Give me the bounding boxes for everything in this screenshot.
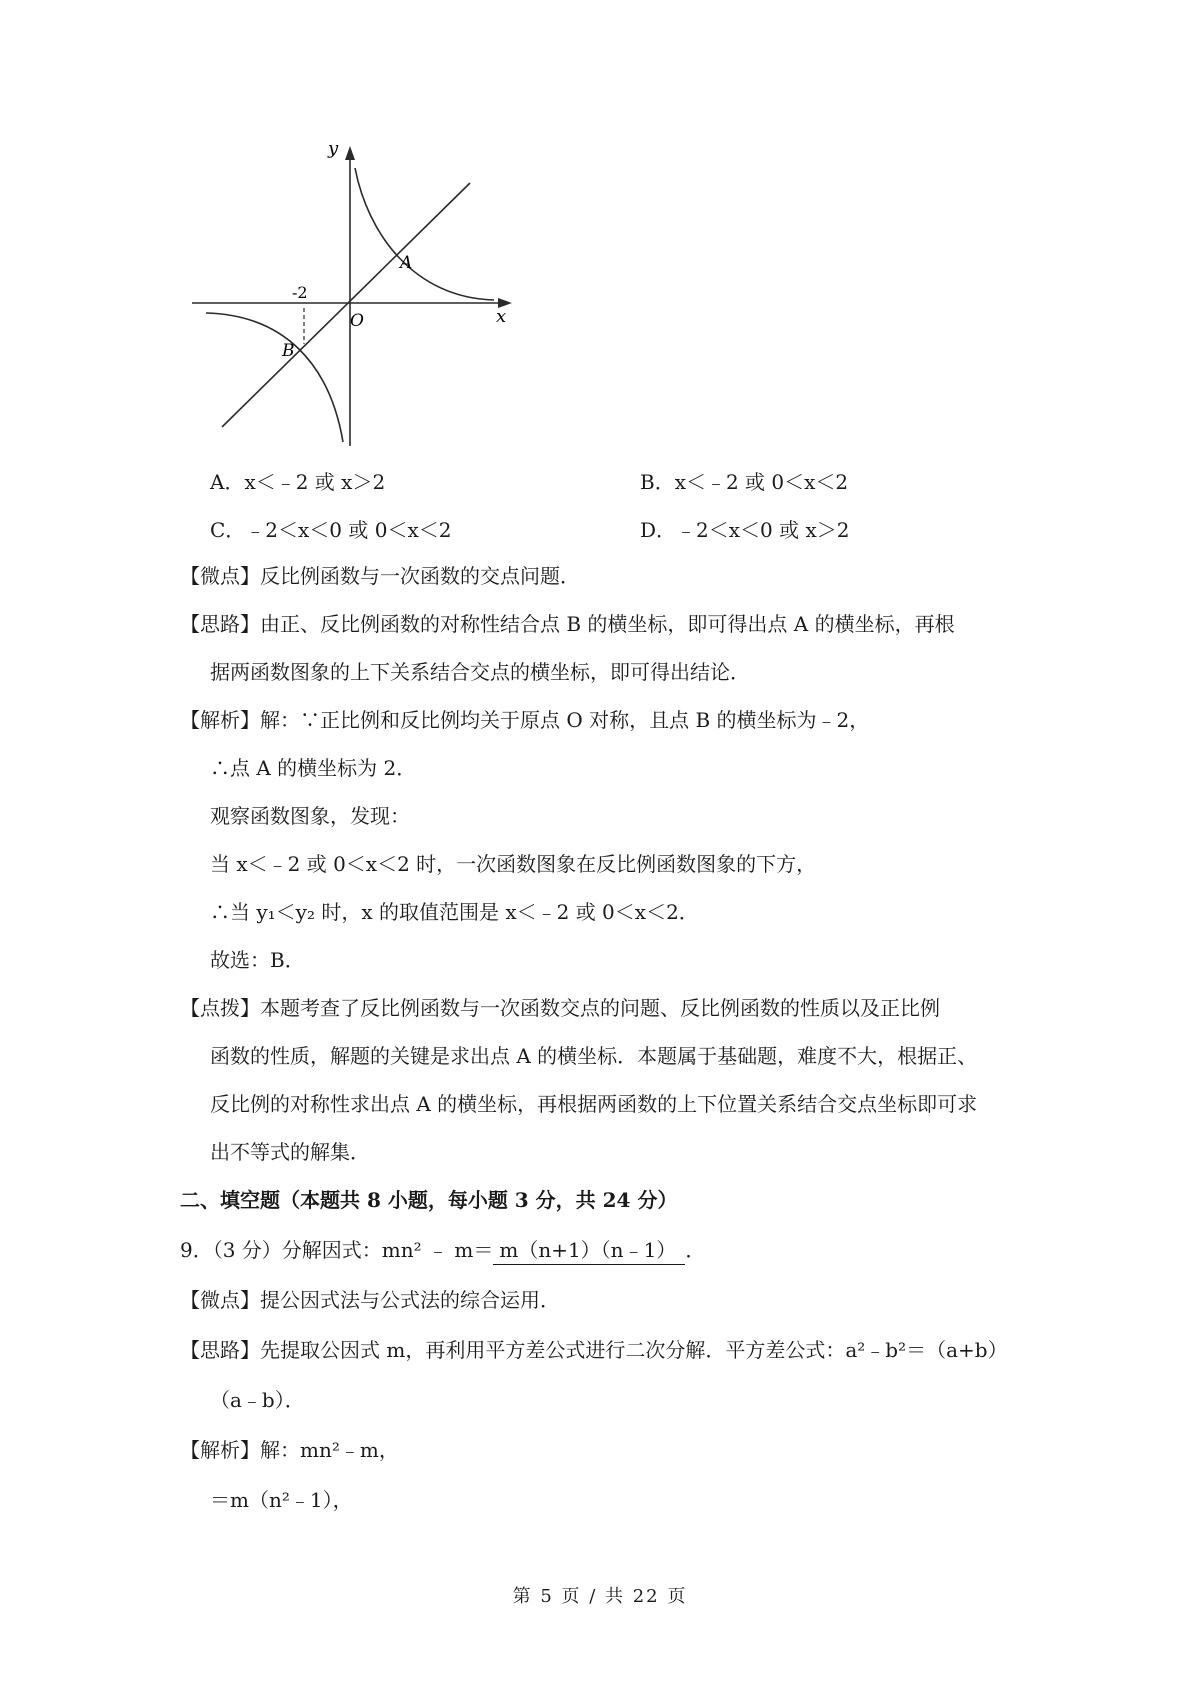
q8-jiexi-line-3: 观察函数图象，发现： xyxy=(210,804,410,828)
linear-function-line xyxy=(222,183,470,427)
tick-label-neg-2: -2 xyxy=(292,283,308,302)
y-axis-label: y xyxy=(328,138,339,159)
option-a: A．x＜﹣2 或 x＞2 xyxy=(210,470,386,494)
x-axis-label: x xyxy=(496,306,507,327)
q9-stem-prefix: 9．（3 分）分解因式：mn² ﹣ m＝ xyxy=(180,1238,494,1262)
q8-jiexi-line-5: ∴当 y₁＜y₂ 时，x 的取值范围是 x＜﹣2 或 0＜x＜2． xyxy=(210,900,699,924)
function-graph xyxy=(200,138,560,485)
q9-weidian: 【微点】提公因式法与公式法的综合运用． xyxy=(180,1288,560,1312)
q9-answer-blank: m（n+1）（n﹣1） xyxy=(493,1236,685,1265)
q8-jiexi-line-2: ∴点 A 的横坐标为 2． xyxy=(210,756,417,780)
point-a-label: A xyxy=(400,253,413,273)
option-b: B．x＜﹣2 或 0＜x＜2 xyxy=(640,470,849,494)
q9-jiexi-line-2: ＝m（n²﹣1）， xyxy=(210,1488,353,1512)
q9-stem-suffix: ． xyxy=(685,1238,706,1262)
option-c: C．﹣2＜x＜0 或 0＜x＜2 xyxy=(210,518,452,542)
page-footer: 第 5 页 / 共 22 页 xyxy=(512,1586,688,1607)
q8-dianbo-line-3: 反比例的对称性求出点 A 的横坐标，再根据两函数的上下位置关系结合交点坐标即可求 xyxy=(210,1092,978,1116)
section-heading: 二、填空题（本题共 8 小题，每小题 3 分，共 24 分） xyxy=(180,1188,678,1212)
q9-jiexi-line-1: 【解析】解：mn²﹣m， xyxy=(180,1438,399,1462)
q8-dianbo-line-1: 【点拨】本题考查了反比例函数与一次函数交点的问题、反比例函数的性质以及正比例 xyxy=(180,996,940,1020)
q8-weidian: 【微点】反比例函数与一次函数的交点问题． xyxy=(180,564,580,588)
q9-silu-line-1: 【思路】先提取公因式 m，再利用平方差公式进行二次分解．平方差公式：a²﹣b²＝（a+b） xyxy=(180,1338,1008,1362)
q8-silu-line-1: 【思路】由正、反比例函数的对称性结合点 B 的横坐标，即可得出点 A 的横坐标，再根 xyxy=(180,612,955,636)
q8-jiexi-line-4: 当 x＜﹣2 或 0＜x＜2 时，一次函数图象在反比例函数图象的下方， xyxy=(210,852,817,876)
q8-dianbo-line-2: 函数的性质，解题的关键是求出点 A 的横坐标．本题属于基础题，难度不大，根据正、 xyxy=(210,1044,978,1068)
q9-silu-line-2: （a﹣b）． xyxy=(210,1388,305,1412)
q8-jiexi-line-6: 故选：B． xyxy=(210,948,305,972)
q8-silu-line-2: 据两函数图象的上下关系结合交点的横坐标，即可得出结论． xyxy=(210,660,750,684)
hyperbola-branch-first-quadrant xyxy=(355,168,494,300)
q9-stem xyxy=(180,1236,705,1265)
origin-label: O xyxy=(350,311,364,331)
option-d: D．﹣2＜x＜0 或 x＞2 xyxy=(640,518,850,542)
q8-jiexi-line-1: 【解析】解：∵正比例和反比例均关于原点 O 对称，且点 B 的横坐标为﹣2， xyxy=(180,708,870,732)
q8-dianbo-line-4: 出不等式的解集． xyxy=(210,1140,370,1164)
point-b-label: B xyxy=(282,341,295,361)
y-axis-arrow xyxy=(345,146,355,160)
